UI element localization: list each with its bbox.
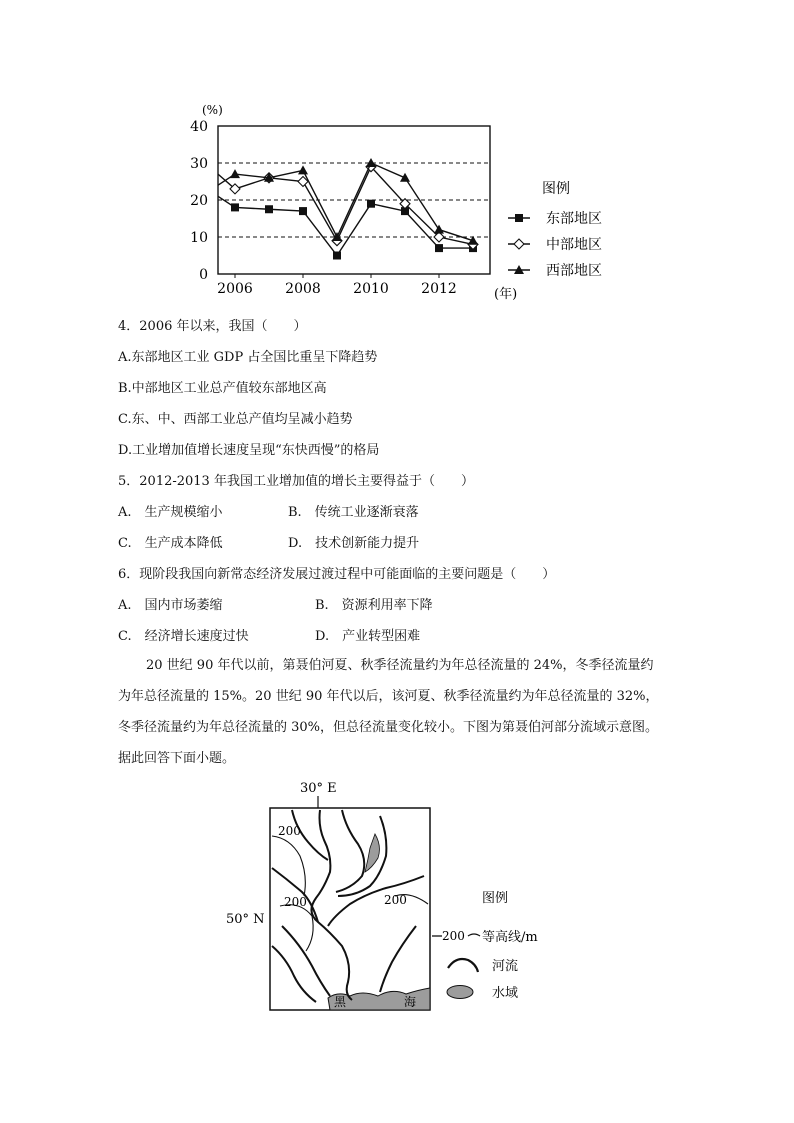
x-tick-label: 2006 [217,281,253,297]
river-tributary [336,810,364,892]
legend-marker-square [515,214,523,222]
river-tributary [282,926,330,996]
q4-option-b: B.中部地区工业总产值较东部地区高 [118,381,327,396]
river-tributary [380,926,416,992]
industry-growth-chart [180,98,620,308]
y-tick-label: 0 [199,267,208,283]
y-tick-label: 40 [190,119,208,135]
river-tributary [338,816,386,896]
legend-title: 图例 [542,181,570,197]
passage-line-1: 20 世纪 90 年代以前，第聂伯河夏、秋季径流量约为年总径流量的 24%，冬季径流量约 [146,658,654,673]
river-tributary [272,946,316,1002]
reservoir [365,834,379,872]
q5-option-c: C. 生产成本降低 [118,536,223,551]
data-point-triangle [230,169,240,178]
q5-option-a: A. 生产规模缩小 [118,505,223,520]
map-legend [432,891,538,1001]
y-unit-label: (%) [202,103,223,117]
sea-label-1: 黑 [334,995,347,1009]
legend-marker-diamond [514,239,524,249]
question-4-stem: 4．2006 年以来，我国（ ） [118,319,307,334]
x-tick-label: 2010 [353,281,389,297]
x-tick-label: 2012 [421,281,457,297]
longitude-label: 30° E [300,781,337,796]
legend-water-text: 水域 [492,986,519,1001]
q4-option-d: D.工业增加值增长速度呈现“东快西慢”的格局 [118,443,380,458]
data-point-square [333,252,341,260]
legend-water-symbol [447,986,473,999]
y-tick-label: 30 [190,156,208,172]
map-frame [270,808,430,1010]
dnieper-basin-map [220,776,560,1016]
q6-option-d: D. 产业转型困难 [315,629,421,644]
q4-option-c: C.东、中、西部工业总产值均呈减小趋势 [118,412,353,427]
data-point-square [435,244,443,252]
passage-line-4: 据此回答下面小题。 [118,751,236,766]
contour-label: 200 [278,824,301,838]
legend-label: 西部地区 [546,263,602,279]
data-point-triangle [434,225,444,234]
passage-line-3: 冬季径流量约为年总径流量的 30%，但总径流量变化较小。下图为第聂伯河部分流域示意图。 [118,720,659,735]
legend-label: 东部地区 [546,211,602,227]
data-point-triangle [400,173,410,182]
q6-option-a: A. 国内市场萎缩 [118,598,223,613]
question-5-stem: 5．2012-2013 年我国工业增加值的增长主要得益于（ ） [118,474,474,489]
q6-option-b: B. 资源利用率下降 [315,598,433,613]
data-point-square [231,203,239,211]
chart-axes [190,103,517,302]
q4-option-a: A.东部地区工业 GDP 占全国比重呈下降趋势 [118,350,378,365]
contour-label: 200 [384,893,407,907]
x-tick-label: 2008 [285,281,321,297]
x-unit-label: (年) [494,287,518,302]
chart-legend [508,181,602,279]
data-point-square [367,200,375,208]
data-point-triangle [298,165,308,174]
q5-option-d: D. 技术创新能力提升 [288,536,420,551]
q6-option-c: C. 经济增长速度过快 [118,629,249,644]
legend-contour-value: 200 [442,929,465,943]
data-point-square [265,205,273,213]
river-tributary [328,876,424,926]
chart-series [218,158,478,260]
legend-river-symbol [448,959,478,972]
y-tick-label: 20 [190,193,208,209]
sea-label-2: 海 [404,995,417,1009]
legend-contour-line-right [468,934,480,936]
map-legend-title: 图例 [482,891,509,906]
series-line-square [218,196,473,255]
legend-contour-text: 等高线/m [482,930,538,945]
passage-line-2: 为年总径流量的 15%。20 世纪 90 年代以后，该河夏、秋季径流量约为年总径流量的 32%， [118,689,659,704]
y-tick-label: 10 [190,230,208,246]
series-line-triangle [218,163,473,241]
latitude-label: 50° N [226,912,265,927]
contour-label: 200 [284,895,307,909]
data-point-square [299,207,307,215]
legend-river-text: 河流 [492,959,519,974]
river-main [311,810,352,1000]
question-6-stem: 6．现阶段我国向新常态经济发展过渡过程中可能面临的主要问题是（ ） [118,567,556,582]
legend-label: 中部地区 [546,237,602,253]
contour-line [272,836,305,896]
data-point-triangle [366,158,376,167]
q5-option-b: B. 传统工业逐渐衰落 [288,505,419,520]
passage [118,650,718,774]
